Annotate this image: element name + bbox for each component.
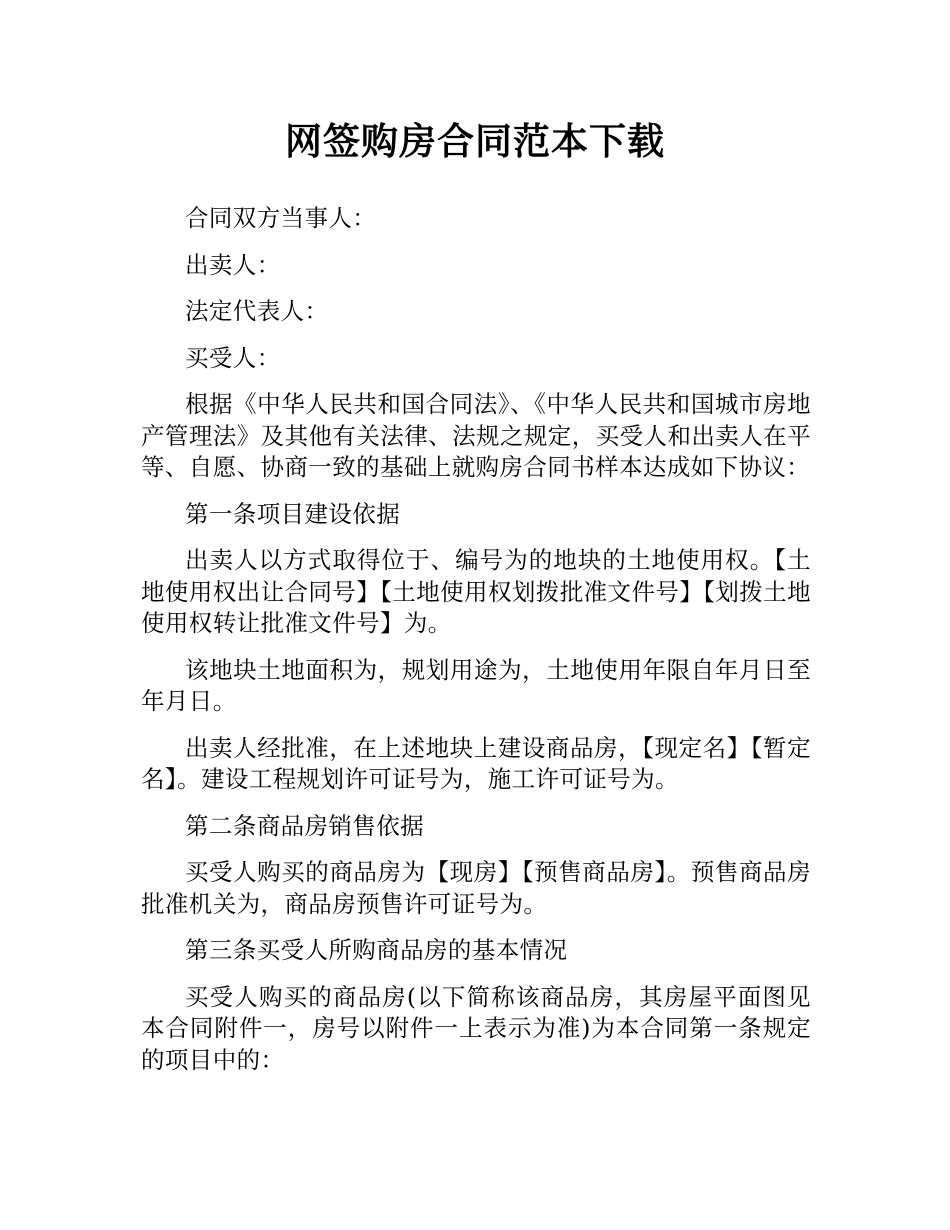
paragraph-construction-approval: 出卖人经批准，在上述地块上建设商品房，【现定名】【暂定名】。建设工程规划许可证号为，施工许可证号为。 — [141, 733, 811, 793]
document-body — [141, 203, 811, 1091]
paragraph-buyer: 买受人： — [185, 343, 281, 372]
paragraph-land-area: 该地块土地面积为，规划用途为，土地使用年限自年月日至年月日。 — [141, 655, 811, 715]
paragraph-preamble: 根据《中华人民共和国合同法》、《中华人民共和国城市房地产管理法》及其他有关法律、法规之规定，买受人和出卖人在平等、自愿、协商一致的基础上就购房合同书样本达成如下协议： — [141, 390, 811, 481]
article-1-heading: 第一条项目建设依据 — [185, 499, 401, 528]
paragraph-sale-basis: 买受人购买的商品房为【现房】【预售商品房】。预售商品房批准机关为，商品房预售许可证号为。 — [141, 858, 811, 918]
article-2-heading: 第二条商品房销售依据 — [185, 811, 424, 840]
paragraph-seller: 出卖人： — [185, 250, 281, 279]
paragraph-legal-representative: 法定代表人： — [185, 297, 329, 325]
article-3-heading: 第三条买受人所购商品房的基本情况 — [185, 936, 568, 964]
paragraph-parties: 合同双方当事人： — [185, 204, 377, 232]
paragraph-property-details: 买受人购买的商品房(以下简称该商品房，其房屋平面图见本合同附件一，房号以附件一上表示为准)为本合同第一条规定的项目中的： — [141, 982, 811, 1074]
document-title: 网签购房合同范本下载 — [285, 120, 665, 163]
paragraph-land-use-right: 出卖人以方式取得位于、编号为的地块的土地使用权。【土地使用权出让合同号】【土地使用权划拨批准文件号】【划拨土地使用权转让批准文件号】为。 — [141, 546, 811, 637]
